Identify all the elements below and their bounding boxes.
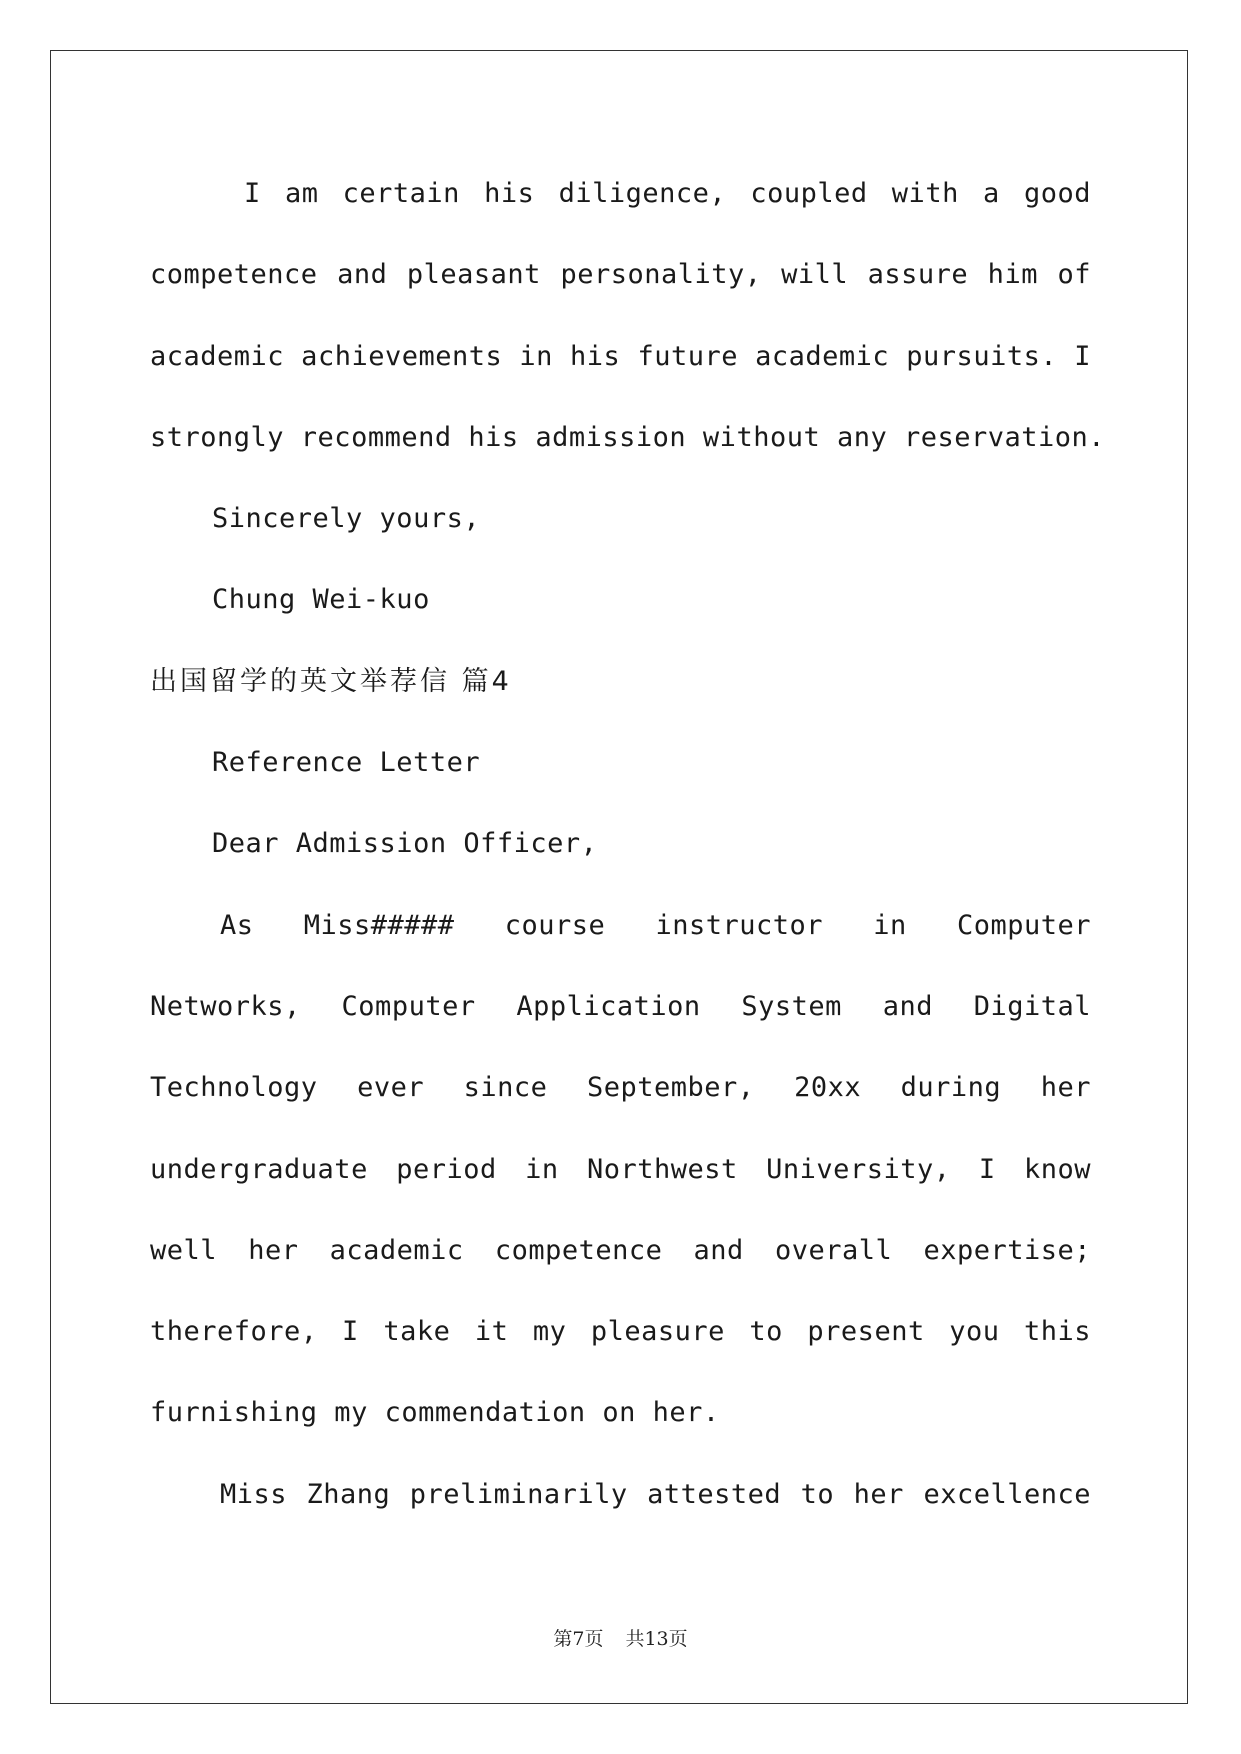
section-heading: 出国留学的英文举荐信 篇4 xyxy=(150,665,512,697)
paragraph-line: competence and pleasant personality, will assure him of xyxy=(150,259,1091,291)
page-number: 第7页 xyxy=(553,1628,604,1650)
salutation: Dear Admission Officer, xyxy=(212,828,598,860)
letter-title: Reference Letter xyxy=(212,747,481,779)
paragraph-line: therefore, I take it my pleasure to present you this xyxy=(150,1316,1091,1348)
paragraph-line: undergraduate period in Northwest University, I know xyxy=(150,1153,1091,1185)
paragraph-line: As Miss##### course instructor in Computer xyxy=(220,909,1091,941)
paragraph-line: well her academic competence and overall expertise; xyxy=(150,1234,1091,1266)
page-footer xyxy=(0,1624,1241,1651)
paragraph-line: Technology ever since September, 20xx during her xyxy=(150,1072,1091,1104)
paragraph-line: strongly recommend his admission without any reservation. xyxy=(150,421,1106,453)
signature: Chung Wei-kuo xyxy=(212,584,430,616)
paragraph-line: I am certain his diligence, coupled with a good xyxy=(244,178,1091,209)
paragraph-line: furnishing my commendation on her. xyxy=(150,1397,720,1429)
paragraph-line: academic achievements in his future academic pursuits. I xyxy=(150,340,1091,372)
page-total: 共13页 xyxy=(625,1628,688,1650)
paragraph-line: Miss Zhang preliminarily attested to her excellence xyxy=(220,1478,1091,1510)
document-body xyxy=(150,153,1106,1535)
closing: Sincerely yours, xyxy=(212,503,481,535)
paragraph-line: Networks, Computer Application System and Digital xyxy=(150,990,1091,1022)
